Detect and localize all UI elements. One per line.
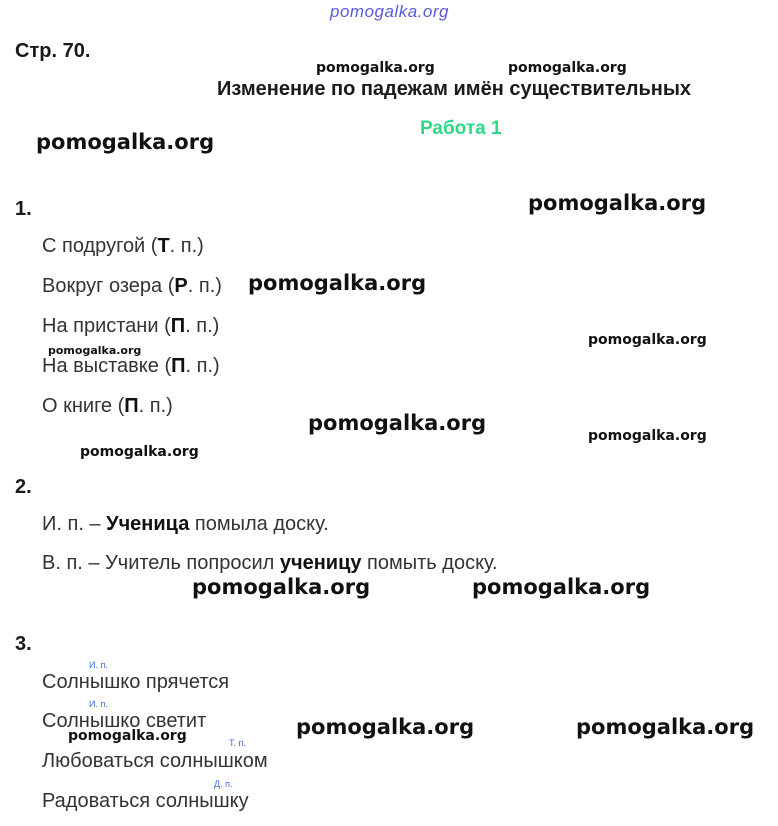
watermark-task1-right: pomogalka.org — [528, 191, 707, 215]
task-3-line: Солнышко прячется — [42, 671, 230, 693]
watermark-left-large: pomogalka.org — [36, 130, 215, 154]
page-title: Изменение по падежам имён существительных — [217, 78, 692, 100]
task-1-item: Вокруг озера (Р. п.) — [42, 275, 222, 297]
task-1-item: На выставке (П. п.) — [42, 355, 220, 377]
page-subtitle: Работа 1 — [420, 118, 502, 139]
case-mark: Д. п. — [214, 779, 233, 789]
page-reference: Стр. 70. — [15, 40, 91, 62]
watermark-top: pomogalka.org — [330, 2, 449, 21]
watermark-center-large: pomogalka.org — [308, 411, 487, 435]
case-mark: И. п. — [89, 660, 108, 670]
task-3-number: 3. — [15, 633, 32, 655]
task-2-number: 2. — [15, 476, 32, 498]
watermark-left-tiny: pomogalka.org — [48, 344, 142, 357]
watermark-task3-center: pomogalka.org — [296, 715, 475, 739]
watermark-task2-right: pomogalka.org — [472, 575, 651, 599]
watermark-task3-right: pomogalka.org — [576, 715, 755, 739]
watermark-left-small: pomogalka.org — [80, 444, 199, 460]
task-1-item: На пристани (П. п.) — [42, 315, 220, 337]
task-1-item: О книге (П. п.) — [42, 395, 173, 417]
watermark-right-small-1: pomogalka.org — [588, 332, 707, 348]
watermark-header-left: pomogalka.org — [316, 60, 435, 76]
task-3-line: Солнышко светит — [42, 710, 207, 732]
task-2-line-2: В. п. – Учитель попросил ученицу помыть доску. — [42, 552, 498, 574]
watermark-mid-inline: pomogalka.org — [248, 271, 427, 295]
watermark-task3-small: pomogalka.org — [68, 728, 187, 744]
task-3-line: Любоваться солнышком — [42, 750, 268, 772]
task-2-line-1: И. п. – Ученица помыла доску. — [42, 513, 329, 535]
case-mark: И. п. — [89, 699, 108, 709]
watermark-header-right: pomogalka.org — [508, 60, 627, 76]
task-3-line: Радоваться солнышку — [42, 790, 249, 812]
case-mark: Т. п. — [229, 738, 246, 748]
watermark-right-small-2: pomogalka.org — [588, 428, 707, 444]
task-1-item: С подругой (Т. п.) — [42, 235, 204, 257]
task-1-number: 1. — [15, 198, 32, 220]
watermark-task2-left: pomogalka.org — [192, 575, 371, 599]
